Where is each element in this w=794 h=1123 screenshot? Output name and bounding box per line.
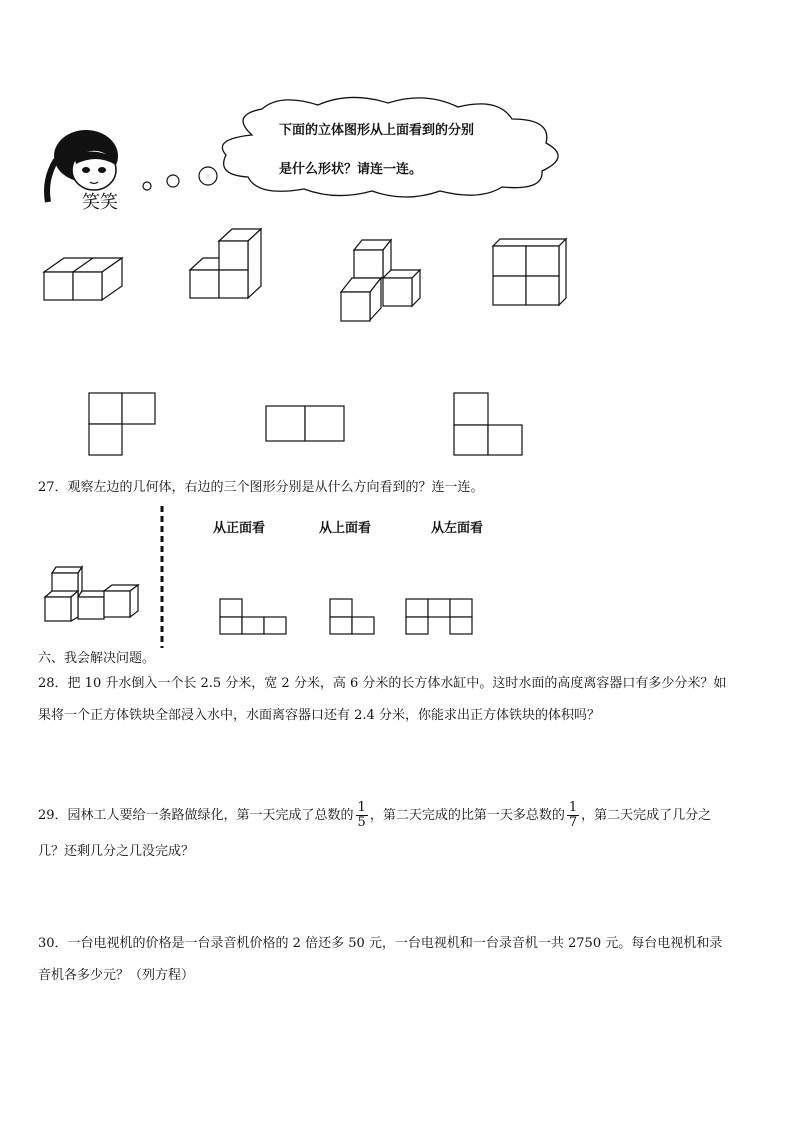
question-27-text: 27．观察左边的几何体，右边的三个图形分别是从什么方向看到的？连一连。 [38,480,484,495]
question-29-line-2: 几？还剩几分之几没完成？ [38,844,195,859]
question-29-part-2: ，第二天完成的比第一天多总数的 [369,808,565,823]
solid-figure-4 [490,236,570,308]
direction-front: 从正面看 [213,521,266,536]
direction-top: 从上面看 [319,521,372,536]
view-shape-b [265,405,347,445]
question-29-part-3: ，第二天完成了几分之 [581,808,712,823]
dashed-divider [159,506,165,648]
view-shape-c [453,392,525,458]
thought-bubble [140,95,590,200]
question-29-part-1: 29．园林工人要给一条路做绿化，第一天完成了总数的 [38,808,354,823]
bubble-line-1: 下面的立体图形从上面看到的分别 [279,123,475,138]
question-30-line-2: 音机各多少元？（列方程） [38,968,195,983]
view-shape-a [88,392,160,458]
q27-view-1 [219,598,289,638]
direction-left: 从左面看 [431,521,484,536]
solid-figure-1 [40,244,130,304]
question-30-line-1: 30．一台电视机的价格是一台录音机价格的 2 倍还多 50 元，一台电视机和一台录音机一共 2750 元。每台电视机和录 [38,936,723,951]
q27-view-2 [329,598,377,638]
section-6-heading: 六、我会解决问题。 [38,651,156,666]
q27-solid [42,563,142,625]
question-28-line-2: 果将一个正方体铁块全部浸入水中，水面离容器口还有 2.4 分米，你能求出正方体铁块的体积吗？ [38,708,600,723]
q27-view-3 [405,598,475,638]
question-29-line-1 [38,796,711,836]
question-28-line-1: 28．把 10 升水倒入一个长 2.5 分米，宽 2 分米，高 6 分米的长方体水缸中。这时水面的高度离容器口有多少分米？如 [38,676,727,691]
character-caption: 笑笑 [82,192,118,213]
fraction-one-fifth: $\frac{1}{5}$ [357,800,366,830]
solid-figure-2 [186,226,266,302]
fraction-one-seventh: $\frac{1}{7}$ [568,800,578,830]
solid-figure-3 [338,236,428,324]
bubble-line-2: 是什么形状？请连一连。 [279,162,423,177]
